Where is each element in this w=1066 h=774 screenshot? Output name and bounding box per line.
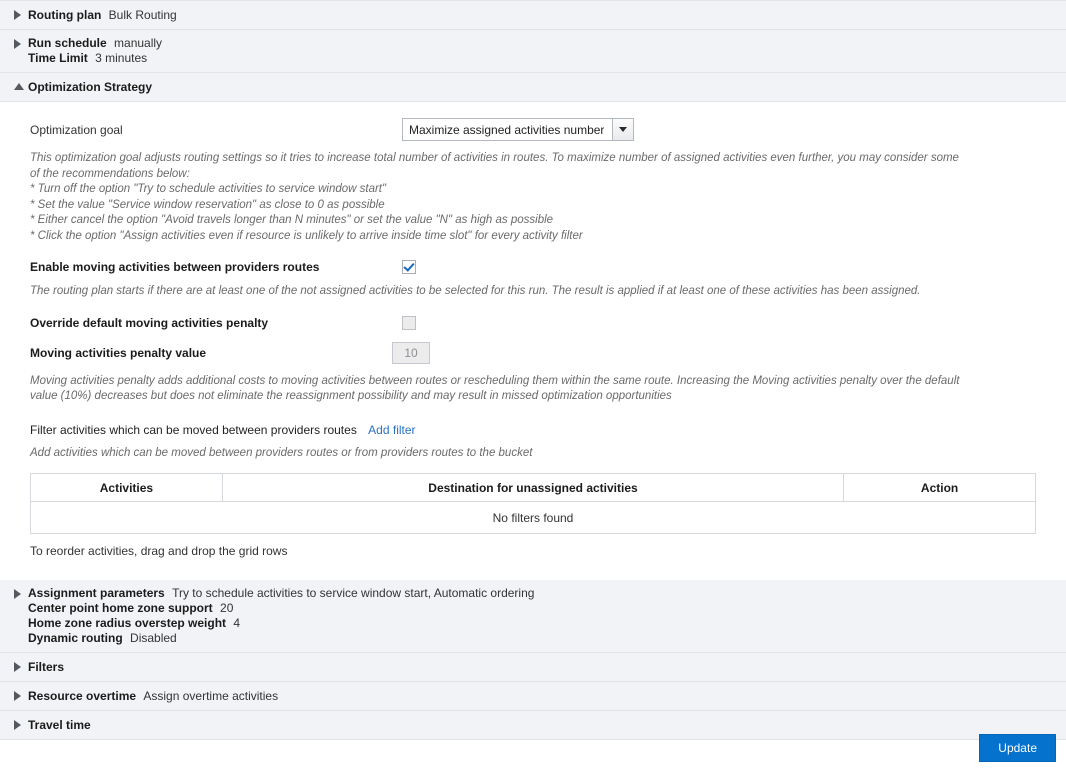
home-zone-radius-title: Home zone radius overstep weight: [28, 616, 227, 630]
goal-help-line: * Turn off the option "Try to schedule activities to service window start": [30, 183, 387, 195]
override-penalty-row: [0, 316, 1056, 330]
section-routing-plan-value: Bulk Routing: [108, 8, 177, 22]
chevron-right-icon[interactable]: [14, 662, 21, 672]
optimization-goal-select[interactable]: [402, 118, 634, 141]
enable-moving-checkbox[interactable]: [402, 260, 416, 274]
add-filter-link[interactable]: Add filter: [368, 422, 416, 437]
penalty-value-input[interactable]: 10: [392, 342, 430, 364]
section-assignment-parameters-title: Assignment parameters: [28, 586, 165, 600]
section-resource-overtime[interactable]: [0, 682, 1066, 711]
filter-activities-row: [0, 423, 1056, 437]
footer-actions: [979, 734, 1056, 762]
home-zone-radius-value: 4: [233, 616, 241, 630]
enable-moving-help-line: The routing plan starts if there are at least one of the not assigned activities to be selected for this run. The result is applied if at least one of these activities has been assigned.: [30, 285, 921, 297]
section-travel-time[interactable]: [0, 711, 1066, 740]
optimization-goal-help: [0, 151, 1010, 244]
section-filters-title: Filters: [28, 660, 65, 674]
filters-grid: [30, 473, 1036, 534]
column-header-action: Action: [844, 474, 1036, 502]
filter-help-line: Add activities which can be moved between providers routes or from providers routes to the bucket: [30, 446, 533, 459]
table-row: [31, 502, 1036, 534]
section-resource-overtime-value: Assign overtime activities: [143, 689, 279, 703]
goal-help-line: * Either cancel the option "Avoid travels longer than N minutes" or set the value "N" as high as possible: [30, 214, 554, 226]
section-run-schedule-value: manually: [114, 36, 163, 50]
goal-help-line: * Set the value "Service window reservation" as close to 0 as possible: [30, 198, 385, 211]
section-time-limit-title: Time Limit: [28, 51, 88, 65]
chevron-right-icon[interactable]: [14, 720, 21, 730]
chevron-right-icon[interactable]: [14, 691, 21, 701]
section-routing-plan-title: Routing plan: [28, 8, 102, 22]
section-assignment-parameters-value: Try to schedule activities to service window start, Automatic ordering: [172, 586, 535, 600]
chevron-right-icon[interactable]: [14, 589, 21, 599]
optimization-goal-row: [0, 118, 1056, 141]
section-time-limit-value: 3 minutes: [95, 51, 148, 65]
enable-moving-row: [0, 260, 1056, 274]
center-point-home-zone-title: Center point home zone support: [28, 601, 213, 615]
table-header-row: [31, 474, 1036, 502]
filter-help: [0, 446, 1010, 462]
chevron-right-icon[interactable]: [14, 39, 21, 49]
penalty-value-row: [0, 342, 1056, 364]
section-routing-plan[interactable]: [0, 0, 1066, 30]
goal-help-line: * Click the option "Assign activities even if resource is unlikely to arrive inside time slot" for every activity filter: [30, 229, 583, 242]
section-optimization-strategy-title: Optimization Strategy: [28, 80, 153, 94]
penalty-help: [0, 374, 1010, 405]
enable-moving-help: [0, 284, 1010, 300]
filter-activities-label: Filter activities which can be moved between providers routes: [30, 422, 357, 437]
chevron-down-icon[interactable]: [612, 119, 633, 140]
empty-state-text: No filters found: [492, 510, 574, 525]
center-point-home-zone-value: 20: [220, 601, 234, 615]
penalty-help-line: Moving activities penalty adds additional costs to moving activities between routes or rescheduling them within the same route. Increasing the Moving activities penalty over the default: [30, 374, 960, 387]
column-header-activities: Activities: [31, 474, 223, 502]
dynamic-routing-title: Dynamic routing: [28, 631, 123, 645]
goal-help-line: of the recommendations below:: [30, 167, 190, 180]
section-run-schedule-title: Run schedule: [28, 36, 107, 50]
chevron-right-icon[interactable]: [14, 10, 21, 20]
section-filters[interactable]: [0, 653, 1066, 682]
section-run-schedule[interactable]: [0, 30, 1066, 73]
enable-moving-label: Enable moving activities between providers routes: [30, 260, 320, 274]
optimization-goal-label: Optimization goal: [30, 122, 123, 137]
update-button[interactable]: Update: [979, 734, 1056, 762]
section-assignment-parameters[interactable]: [0, 580, 1066, 653]
chevron-down-icon[interactable]: [14, 83, 24, 90]
column-header-destination: Destination for unassigned activities: [222, 474, 843, 502]
optimization-goal-selected-value: Maximize assigned activities number: [409, 122, 605, 137]
override-penalty-checkbox[interactable]: [402, 316, 416, 330]
section-travel-time-title: Travel time: [28, 718, 91, 732]
dynamic-routing-value: Disabled: [130, 631, 177, 645]
goal-help-line: This optimization goal adjusts routing settings so it tries to increase total number of activities in routes. To maximize number of assigned activities even further, you may consider some: [30, 152, 959, 164]
section-optimization-strategy[interactable]: [0, 73, 1066, 102]
penalty-value-label: Moving activities penalty value: [30, 345, 207, 360]
section-resource-overtime-title: Resource overtime: [28, 689, 137, 703]
penalty-help-line: value (10%) decreases but does not eliminate the reassignment possibility and may result in missed optimization opportunities: [30, 390, 672, 402]
optimization-strategy-content: [0, 118, 1066, 580]
override-penalty-label: Override default moving activities penalty: [30, 315, 269, 330]
reorder-note: To reorder activities, drag and drop the grid rows: [30, 544, 288, 558]
